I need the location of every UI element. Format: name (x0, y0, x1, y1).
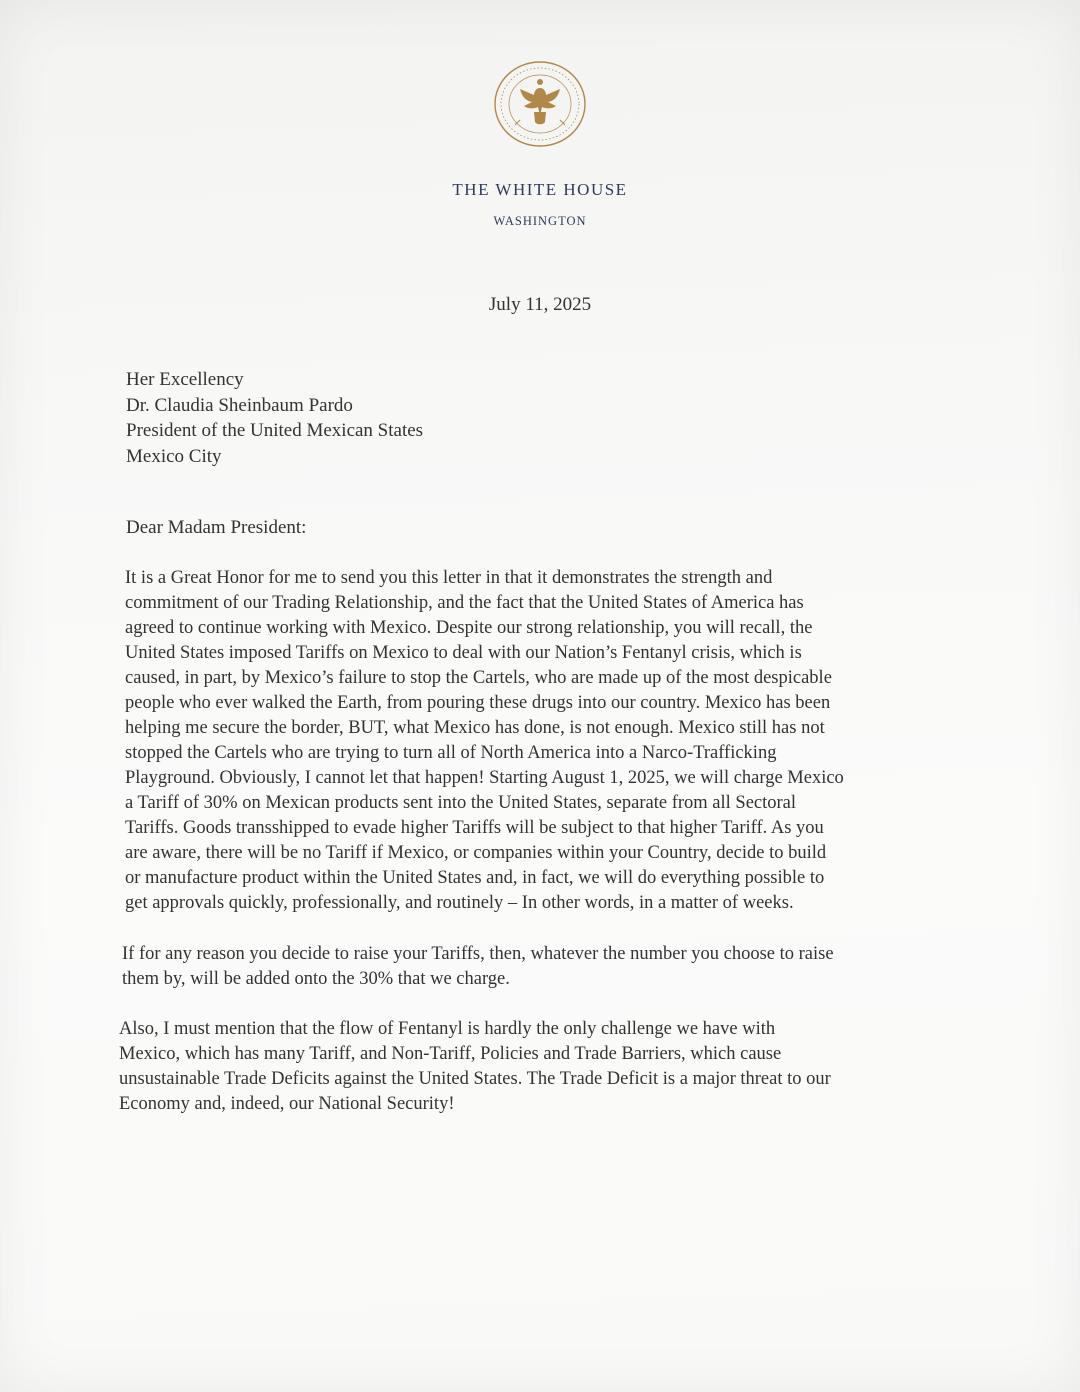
paragraph-line: caused, in part, by Mexico’s failure to stop the Cartels, who are made up of the most despicable (125, 668, 832, 688)
paragraph-line: If for any reason you decide to raise your Tariffs, then, whatever the number you choose to raise (122, 944, 834, 964)
paragraph-line: or manufacture product within the United States and, in fact, we will do everything possible to (125, 868, 825, 888)
paragraph-line: people who ever walked the Earth, from pouring these drugs into our country. Mexico has been (125, 693, 831, 713)
paragraph-line: a Tariff of 30% on Mexican products sent into the United States, separate from all Sectoral (125, 793, 797, 813)
paragraph-line: Playground. Obviously, I cannot let that happen! Starting August 1, 2025, we will charge Mexico (125, 768, 844, 788)
paragraph-line: commitment of our Trading Relationship, and the fact that the United States of America has (125, 593, 804, 613)
body-paragraph-2 (122, 942, 962, 992)
body-paragraph-1 (125, 566, 965, 916)
address-line: Dr. Claudia Sheinbaum Pardo (126, 394, 353, 416)
paragraph-line: Tariffs. Goods transshipped to evade higher Tariffs will be subject to that higher Tariff. As you (125, 818, 824, 838)
paragraph-line: United States imposed Tariffs on Mexico to deal with our Nation’s Fentanyl crisis, which is (125, 643, 802, 663)
salutation: Dear Madam President: (126, 517, 307, 538)
paragraph-line: Economy and, indeed, our National Security! (119, 1094, 455, 1114)
paragraph-line: them by, will be added onto the 30% that we charge. (122, 969, 510, 989)
recipient-address (126, 367, 423, 469)
letterhead-title: THE WHITE HOUSE (452, 180, 628, 199)
letter-date: July 11, 2025 (488, 294, 592, 315)
presidential-seal-icon (490, 58, 590, 150)
paragraph-line: helping me secure the border, BUT, what Mexico has done, is not enough. Mexico still has not (125, 718, 825, 738)
paragraph-line: It is a Great Honor for me to send you this letter in that it demonstrates the strength and (125, 568, 773, 588)
body-paragraph-3 (119, 1017, 959, 1117)
address-line: Mexico City (126, 445, 222, 467)
address-line: President of the United Mexican States (126, 420, 424, 441)
paragraph-line: are aware, there will be no Tariff if Mexico, or companies within your Country, decide to build (125, 843, 827, 863)
paragraph-line: Also, I must mention that the flow of Fentanyl is hardly the only challenge we have with (119, 1019, 776, 1039)
paragraph-line: stopped the Cartels who are trying to turn all of North America into a Narco-Trafficking (125, 743, 777, 763)
letterhead-subtitle: WASHINGTON (493, 214, 587, 228)
paragraph-line: agreed to continue working with Mexico. Despite our strong relationship, you will recall, the (125, 618, 813, 638)
paragraph-line: get approvals quickly, professionally, and routinely – In other words, in a matter of weeks. (125, 893, 794, 913)
paragraph-line: unsustainable Trade Deficits against the United States. The Trade Deficit is a major threat to our (119, 1069, 831, 1089)
paragraph-line: Mexico, which has many Tariff, and Non-Tariff, Policies and Trade Barriers, which cause (119, 1044, 782, 1064)
address-line: Her Excellency (126, 369, 244, 390)
